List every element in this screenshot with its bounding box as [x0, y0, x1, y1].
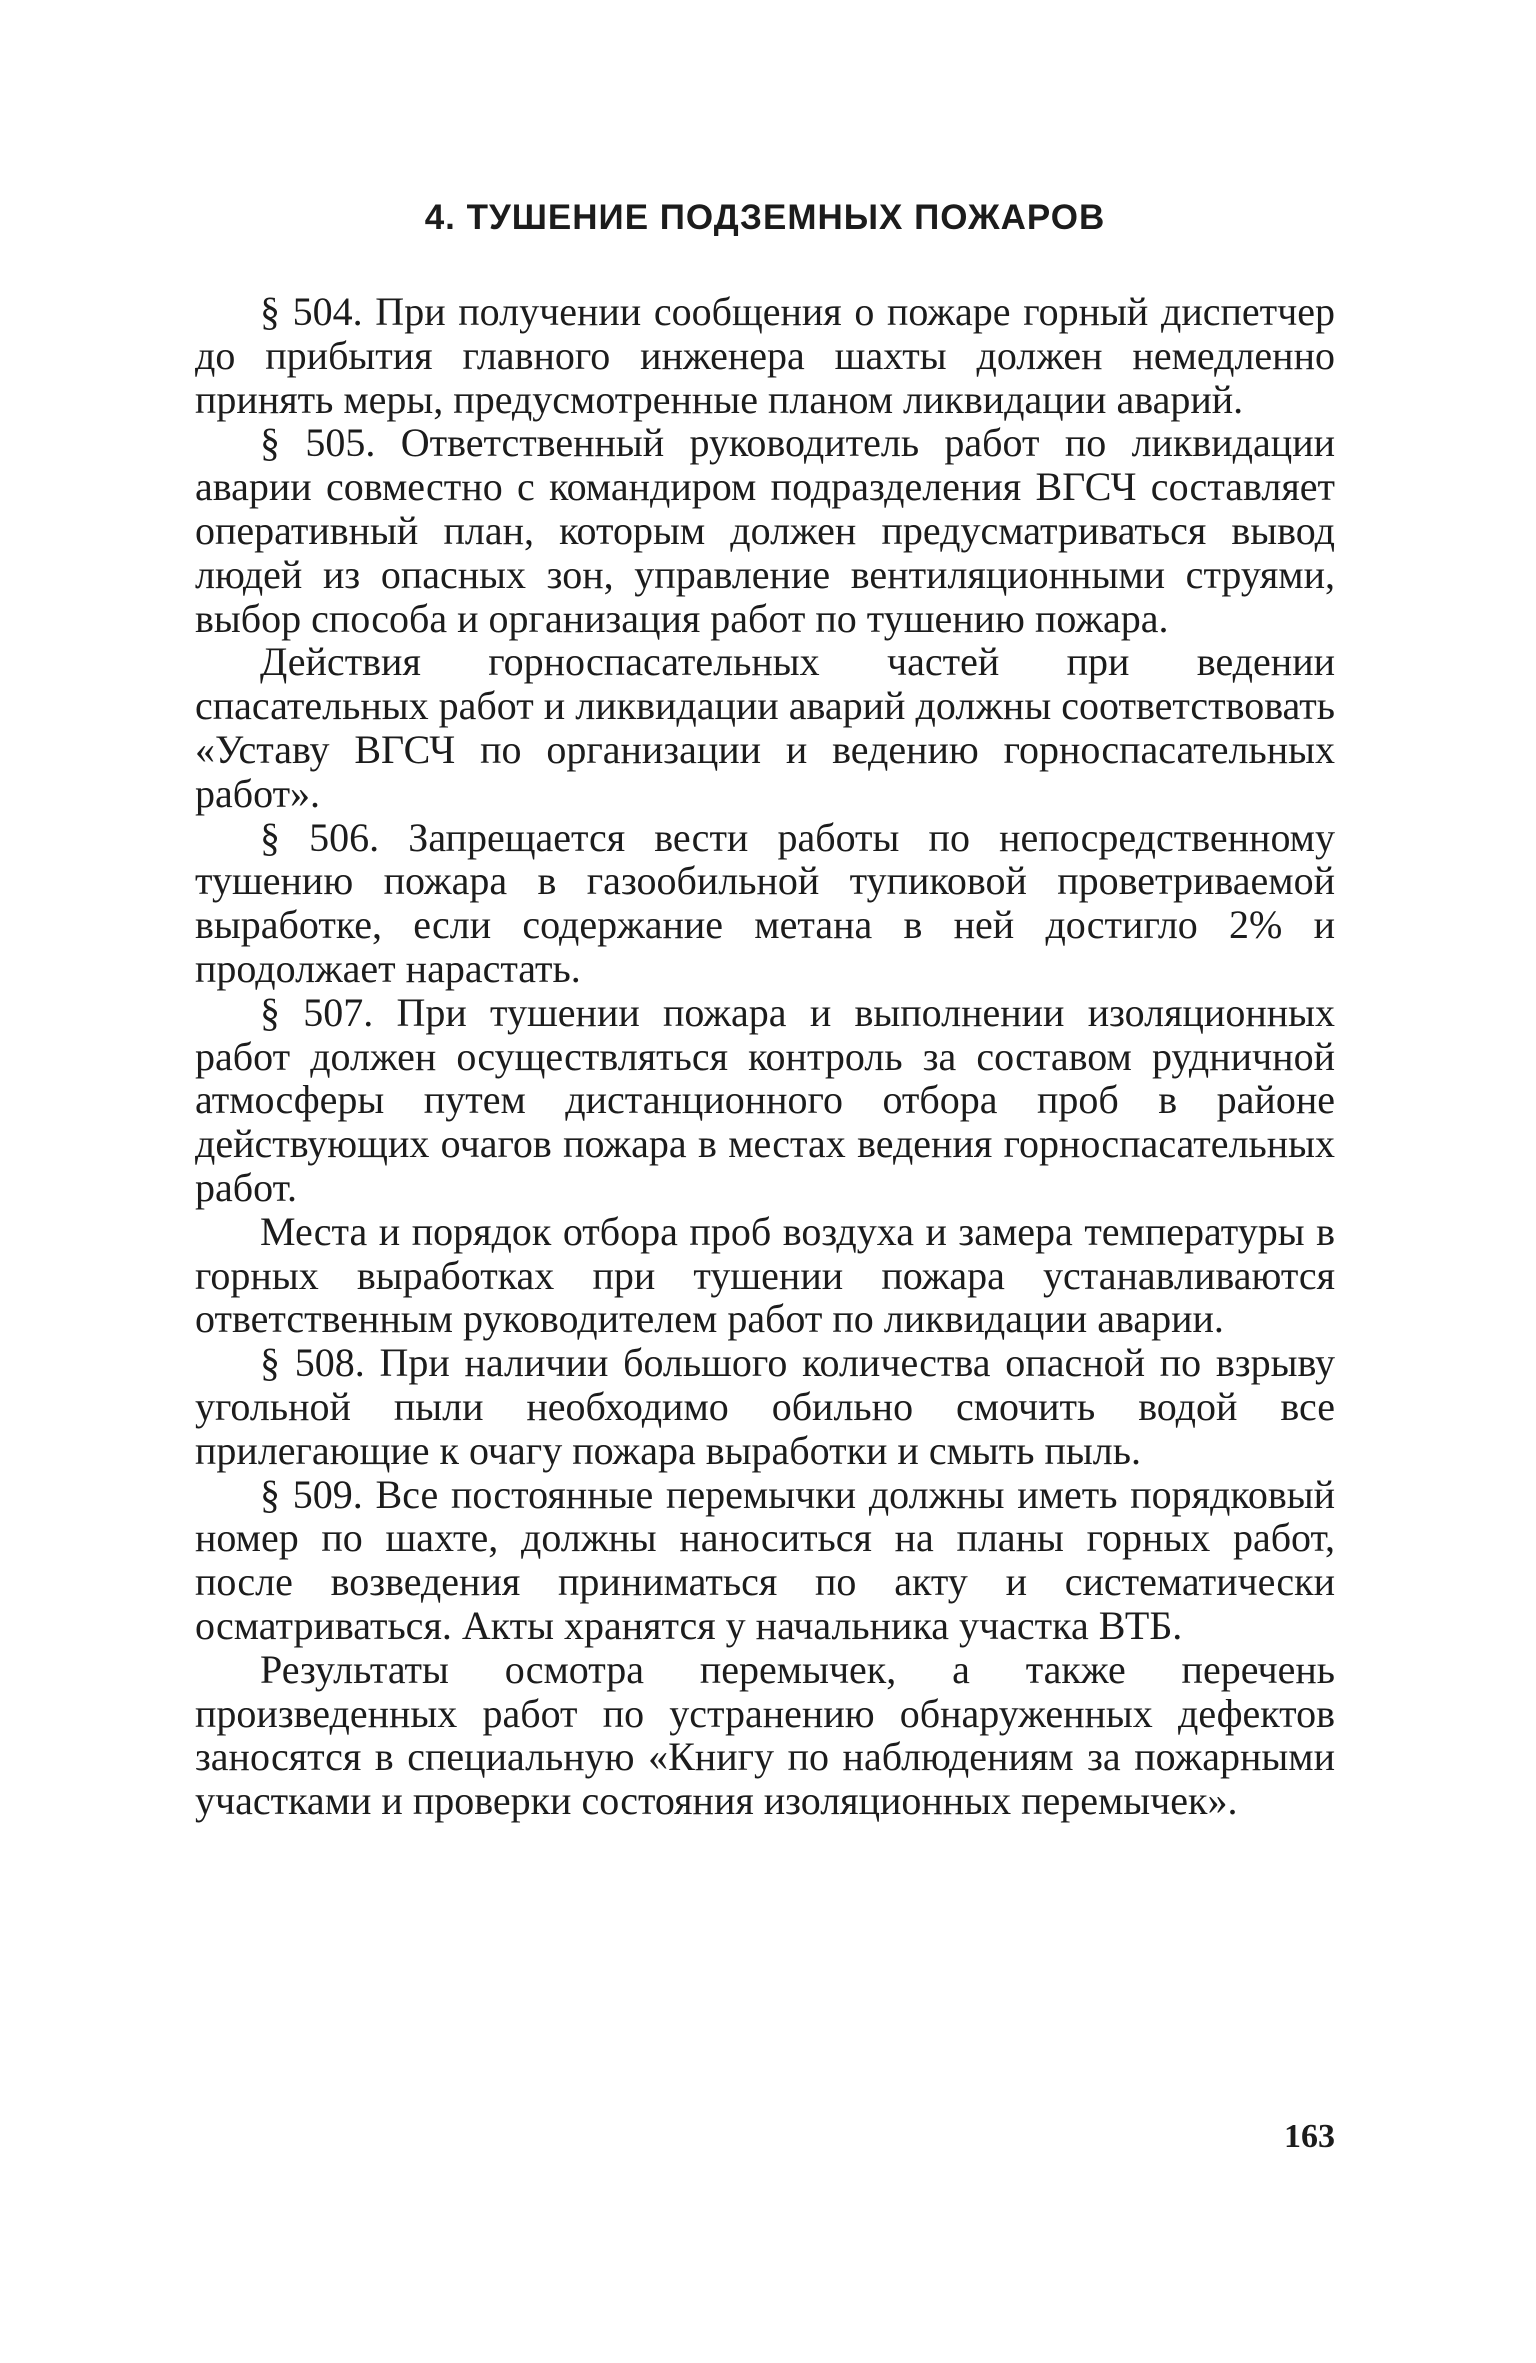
paragraph-508: § 508. При наличии большого количества опасной по взрыву угольной пыли необходимо обильно смочить водой все прилегающие к очагу пожара выработки и смыть пыль. — [195, 1340, 1335, 1473]
paragraph-504: § 504. При получении сообщения о пожаре горный диспетчер до прибытия главного инженера шахты должен немедленно принять меры, предусмотренные планом ликвидации аварий. — [195, 289, 1335, 422]
page-number: 163 — [1284, 2118, 1335, 2155]
paragraph-506: § 506. Запрещается вести работы по непосредственному тушению пожара в газообильной тупиковой проветриваемой выработке, если содержание метана в ней достигло 2% и продолжает нарастать. — [195, 814, 1335, 991]
paragraph-507-continued: Места и порядок отбора проб воздуха и замера температуры в горных выработках при тушении пожара устанавливаются ответственным руководителем работ по ликвидации аварии. — [195, 1208, 1335, 1342]
paragraph-507: § 507. При тушении пожара и выполнении изоляционных работ должен осуществляться контроль за составом рудничной атмосферы путем дистанционного отбора проб в районе действующих очагов пожара в местах ведения горноспасательных работ. — [195, 989, 1335, 1210]
document-page — [195, 0, 1335, 2363]
body-text — [195, 290, 1335, 1823]
section-title: 4. ТУШЕНИЕ ПОДЗЕМНЫХ ПОЖАРОВ — [424, 198, 1106, 237]
paragraph-509-continued: Результаты осмотра перемычек, а также перечень произведенных работ по устранению обнаруженных дефектов заносятся в специальную «Книгу по наблюдениям за пожарными участками и проверки состояния изоляционных перемычек». — [195, 1646, 1335, 1824]
paragraph-505: § 505. Ответственный руководитель работ по ликвидации аварии совместно с командиром подразделения ВГСЧ составляет оперативный план, которым должен предусматриваться вывод людей из опасных зон, управление вентиляционными струями, выбор способа и организация работ по тушению пожара. — [195, 420, 1335, 641]
paragraph-505-continued: Действия горноспасательных частей при ведении спасательных работ и ликвидации аварий должны соответствовать «Уставу ВГСЧ по организации и ведению горноспасательных работ». — [195, 639, 1335, 816]
paragraph-509: § 509. Все постоянные перемычки должны иметь порядковый номер по шахте, должны наноситься на планы горных работ, после возведения приниматься по акту и систематически осматриваться. Акты хранятся у начальника участка ВТБ. — [195, 1471, 1335, 1648]
